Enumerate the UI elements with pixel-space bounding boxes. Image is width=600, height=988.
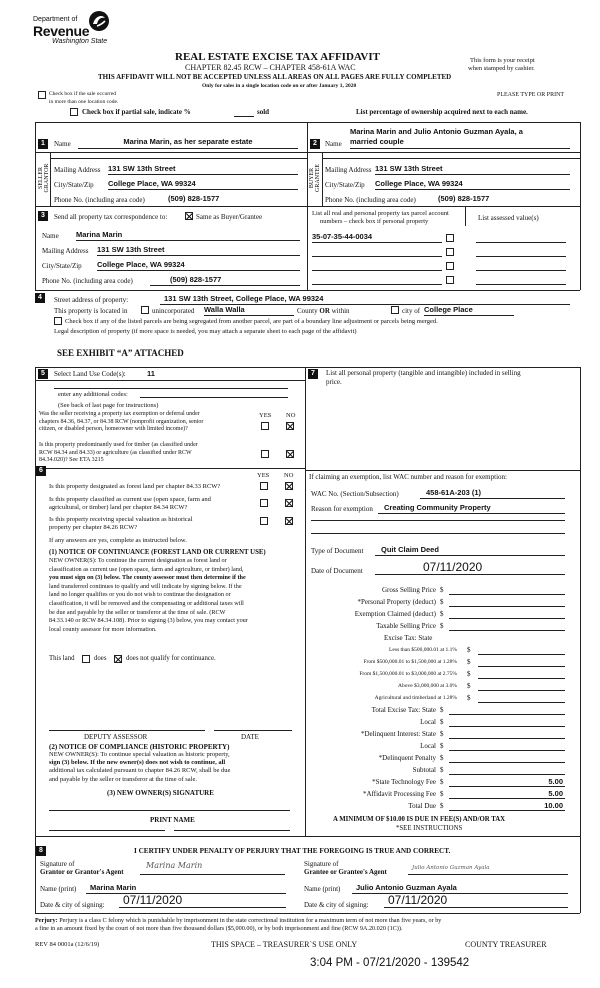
s3-parcel-header-1: List all real and personal property tax parcel account [312, 210, 449, 217]
county-treasurer-label: COUNTY TREASURER [465, 940, 547, 949]
calc-personal-label: *Personal Property (deduct) [357, 598, 436, 606]
s6-compliance-text: NEW OWNER(S): To continue special valuation as historic property, sign (3) below. If the new owner(s) does not wish to continue, all additional tax calculated pursuant to chapter 84.26 RCW, shall be due and payable by the seller or transferor at the time of sale. [49, 751, 231, 783]
calc-total-state-field[interactable] [449, 714, 565, 715]
s6-does-label: does [94, 655, 107, 662]
s6-date-line[interactable] [214, 730, 292, 731]
s3-parcel-4[interactable] [312, 284, 442, 285]
partial-sale-sold: sold [257, 108, 270, 116]
s5-additional-codes[interactable] [140, 397, 288, 398]
s6-no-header: NO [284, 472, 294, 479]
s4-city[interactable]: College Place [424, 305, 514, 316]
s3-parcel-3[interactable] [312, 270, 442, 271]
calc-total-dollar: $ [440, 802, 444, 810]
calc-penalty-field[interactable] [449, 762, 565, 763]
s2-name-label: Name [325, 140, 342, 148]
s6-new-owner-signature-line[interactable] [49, 810, 290, 811]
s4-street-label: Street address of property: [54, 296, 129, 304]
calc-gross-label: Gross Selling Price [381, 586, 436, 594]
ownership-percent-note: List percentage of ownership acquired next to each name. [356, 108, 528, 116]
calc-tier-5-label: Agricultural and timberland at 1.28% [374, 695, 457, 701]
s1-side-label: SELLER GRANTOR [38, 163, 50, 193]
s1-city-label: City/State/Zip [54, 181, 94, 189]
s6-if-any: If any answers are yes, complete as instructed below. [49, 537, 187, 544]
calc-penalty-dollar: $ [440, 754, 444, 762]
calc-tech-label: *State Technology Fee [372, 778, 436, 786]
s6-does-not-label: does not qualify for continuance. [126, 655, 216, 662]
calc-total-state-label: Total Excise Tax: State [371, 706, 436, 714]
calc-delinq-state-dollar: $ [440, 730, 444, 738]
s5-land-use-code[interactable]: 11 [147, 369, 155, 378]
form-chapter: CHAPTER 82.45 RCW – CHAPTER 458-61A WAC [185, 63, 356, 72]
calc-local-field[interactable] [449, 726, 565, 727]
calc-total-label: Total Due [408, 802, 436, 810]
s8-grantee-signature[interactable]: Julio Antonio Guzman Ayala [408, 863, 568, 875]
logo-state: Washington State [52, 38, 108, 45]
s5-see-instructions: (See back of last page for instructions) [58, 402, 159, 409]
s2-buyer-name-1[interactable]: Marina Marin and Julio Antonio Guzman Ayala, a [350, 127, 523, 136]
s3-city-label: City/State/Zip [42, 262, 82, 270]
calc-tier-4-dollar: $ [467, 682, 471, 690]
calc-tier-5-field[interactable] [478, 702, 565, 703]
calc-taxable-label: Taxable Selling Price [376, 622, 436, 630]
s3-parcel-3-personal-checkbox[interactable] [446, 262, 454, 270]
calc-total-field[interactable]: 10.00 [449, 801, 565, 811]
s3-parcel-4-personal-checkbox[interactable] [446, 276, 454, 284]
s5-enter-codes-label: enter any additional codes: [58, 391, 128, 398]
s3-parcel-1-personal-checkbox[interactable] [446, 234, 454, 242]
receipt-note-2: when stamped by cashier. [468, 65, 535, 72]
form-title: REAL ESTATE EXCISE TAX AFFIDAVIT [175, 51, 380, 63]
s7-type-label: Type of Document [311, 547, 364, 555]
multi-location-label-1: Check box if the sale occurred [49, 91, 117, 97]
s7-date-label: Date of Document [311, 567, 363, 575]
s6-q2: Is this property classified as current use (open space, farm and agricultural, or timber) land per chapter 84.34 RCW? [49, 496, 211, 511]
s1-city-state-zip[interactable]: College Place, WA 99324 [108, 179, 298, 190]
partial-sale-percent-field[interactable] [234, 116, 254, 117]
s8-certify: I CERTIFY UNDER PENALTY OF PERJURY THAT THE FOREGOING IS TRUE AND CORRECT. [134, 847, 451, 855]
s8-grantee-sig-label: Signature of Grantee or Grantee's Agent [304, 860, 387, 876]
form-revision: REV 84 0001a (12/6/19) [35, 941, 100, 948]
s7-wac-number[interactable]: 458-61A-203 (1) [420, 488, 565, 499]
s4-county-label: County OR within [297, 307, 350, 315]
form-warning: THIS AFFIDAVIT WILL NOT BE ACCEPTED UNLESS ALL AREAS ON ALL PAGES ARE FULLY COMPLETED [98, 73, 452, 81]
partial-sale-label: Check box if partial sale, indicate % [82, 108, 191, 116]
section-8-number: 8 [36, 846, 46, 856]
s3-parcel-header-2: numbers – check box if personal property [320, 218, 429, 225]
s5-land-use-label: Select Land Use Code(s): [54, 370, 126, 378]
calc-taxable-dollar: $ [440, 622, 444, 630]
recording-stamp: 3:04 PM - 07/21/2020 - 139542 [310, 957, 470, 969]
s6-date-label: DATE [241, 733, 259, 741]
s6-does-not-checkbox[interactable] [114, 655, 122, 663]
s6-print-name-line-1[interactable] [49, 830, 165, 831]
s5-q2-yes-checkbox[interactable] [261, 450, 269, 458]
s7-reason-line-2[interactable] [311, 520, 565, 521]
calc-tech-field[interactable]: 5.00 [449, 777, 565, 787]
s8-grantor-sig-label: Signature of Grantor or Grantor's Agent [40, 860, 124, 876]
calc-subtotal-label: Subtotal [412, 766, 436, 774]
calc-total-state-dollar: $ [440, 706, 444, 714]
calc-exemption-label: Exemption Claimed (deduct) [354, 610, 436, 618]
s5-no-header: NO [286, 412, 296, 419]
s5-q2-no-checkbox[interactable] [286, 450, 294, 458]
s7-document-type[interactable]: Quit Claim Deed [375, 545, 565, 556]
s6-this-land: This land [49, 655, 75, 662]
calc-tier-1-dollar: $ [467, 646, 471, 654]
section-2-number: 2 [310, 139, 320, 149]
s3-send-label: Send all property tax correspondence to: [54, 213, 168, 221]
s4-located-label: This property is located in [54, 307, 128, 315]
s5-q1-yes-checkbox[interactable] [261, 422, 269, 430]
s6-print-name-label: PRINT NAME [150, 816, 195, 824]
s2-city-label: City/State/Zip [325, 181, 365, 189]
calc-gross-field[interactable] [449, 594, 565, 595]
calc-subtotal-dollar: $ [440, 766, 444, 774]
s8-grantor-name-label: Name (print) [40, 885, 77, 893]
s4-county[interactable]: Walla Walla [204, 305, 294, 316]
s1-seller-name[interactable]: Marina Marin, as her separate estate [78, 137, 298, 149]
multi-location-label-2: in more than one location code. [49, 99, 119, 105]
s4-street-address[interactable]: 131 SW 13th Street, College Place, WA 99324 [160, 294, 570, 305]
s7-reason-line-3[interactable] [311, 533, 565, 534]
section-6-number: 6 [36, 466, 46, 476]
s6-q1: Is this property designated as forest land per chapter 84.33 RCW? [49, 483, 221, 490]
s4-city-checkbox[interactable] [391, 306, 399, 314]
calc-tier-2-field[interactable] [478, 666, 565, 667]
calc-delinq-state-field[interactable] [449, 738, 565, 739]
s6-q3-yes-checkbox[interactable] [260, 517, 268, 525]
s6-q2-yes-checkbox[interactable] [260, 499, 268, 507]
s7-claim-label: If claiming an exemption, list WAC number and reason for exemption: [309, 473, 507, 481]
logo-dept: Department of [33, 16, 78, 23]
s1-mailing-address[interactable]: 131 SW 13th Street [108, 164, 298, 175]
s5-q1-no-checkbox[interactable] [286, 422, 294, 430]
multi-location-checkbox[interactable] [38, 91, 46, 99]
s3-parcel-2[interactable] [312, 256, 442, 257]
section-5-number: 5 [38, 369, 48, 379]
s3-assessed-header: List assessed value(s) [478, 214, 539, 222]
s8-grantor-date-label: Date & city of signing: [40, 901, 105, 909]
s1-phone-label: Phone No. (including area code) [54, 196, 145, 204]
s7-wac-label: WAC No. (Section/Subsection) [311, 490, 399, 498]
calc-excise-label: Excise Tax: State [384, 634, 433, 642]
s5-yes-header: YES [259, 412, 272, 419]
s1-phone[interactable]: (509) 828-1577 [168, 194, 220, 203]
s5-land-use-line[interactable] [54, 388, 288, 389]
s4-segregated-checkbox[interactable] [54, 317, 62, 325]
calc-personal-dollar: $ [440, 598, 444, 606]
calc-tier-4-label: Above $3,000,000 at 3.0% [398, 683, 457, 689]
s3-mail-label: Mailing Address [42, 247, 89, 255]
calc-tier-2-label: From $500,000.01 to $1,500,000 at 1.28% [363, 659, 457, 665]
s2-side-label: BUYER GRANTEE [309, 164, 321, 192]
partial-sale-checkbox[interactable] [70, 108, 78, 116]
s4-unincorporated-label: unincorporated [152, 307, 195, 315]
s3-phone[interactable]: (509) 828-1577 [150, 275, 300, 286]
s2-phone[interactable]: (509) 828-1577 [438, 194, 490, 203]
calc-aff-dollar: $ [440, 790, 444, 798]
dor-swirl-icon [88, 10, 110, 32]
calc-delinq-local-dollar: $ [440, 742, 444, 750]
s3-name-label: Name [42, 232, 59, 240]
calc-subtotal-field[interactable] [449, 774, 565, 775]
calc-exemption-dollar: $ [440, 610, 444, 618]
calc-delinq-state-label: *Delinquent Interest: State [360, 730, 436, 738]
calc-tier-3-label: From $1,500,000.01 to $3,000,000 at 2.75% [359, 671, 457, 677]
s3-city-state-zip[interactable]: College Place, WA 99324 [97, 260, 300, 271]
s6-yes-header: YES [257, 472, 270, 479]
s6-q1-no-checkbox[interactable] [285, 482, 293, 490]
s6-q3-no-checkbox[interactable] [285, 517, 293, 525]
s3-assessed-1[interactable] [476, 242, 566, 243]
s3-name[interactable]: Marina Marin [76, 230, 300, 241]
calc-gross-dollar: $ [440, 586, 444, 594]
s8-grantee-date[interactable]: 07/11/2020 [384, 893, 568, 908]
s8-grantee-date-label: Date & city of signing: [304, 901, 369, 909]
type-or-print: PLEASE TYPE OR PRINT [497, 92, 565, 98]
calc-tier-1-label: Less than $500,000.01 at 1.1% [389, 647, 457, 653]
s3-same-checkbox[interactable] [185, 212, 193, 220]
calc-tech-dollar: $ [440, 778, 444, 786]
s6-does-checkbox[interactable] [82, 655, 90, 663]
s6-deputy-assessor-line[interactable] [49, 730, 205, 731]
s6-new-owner-signature-label: (3) NEW OWNER(S) SIGNATURE [107, 789, 214, 797]
s4-city-of-label: city of [402, 307, 421, 315]
s7-reason[interactable]: Creating Community Property [378, 503, 565, 514]
calc-tier-1-field[interactable] [478, 654, 565, 655]
s2-mail-label: Mailing Address [325, 166, 372, 174]
calc-tier-3-dollar: $ [467, 670, 471, 678]
s6-q1-yes-checkbox[interactable] [260, 482, 268, 490]
calc-penalty-label: *Delinquent Penalty [378, 754, 436, 762]
s6-deputy-assessor-label: DEPUTY ASSESSOR [84, 733, 148, 741]
calc-delinq-local-field[interactable] [449, 750, 565, 751]
s1-name-label: Name [54, 140, 71, 148]
s6-continuance-text: NEW OWNER(S): To continue the current designation as forest land or classification as current use (open space, farm and agriculture, or timber) land, you must sign on (3) below. The county assessor must then determine if the land transferred continues to qualify and will indicate by signing below. If the land no longer qualifies or you do not wish to continue the designation or classification, it will be removed and the compensating or additional taxes will be due and payable by the seller or transferor at the time of sale. (RCW 84.33.140 or RCW 84.34.108). Prior to signing (3) below, you may contact your local county assessor for more information. [49, 557, 248, 633]
section-1-number: 1 [38, 139, 48, 149]
s3-assessed-2[interactable] [476, 256, 566, 257]
s8-grantor-signature[interactable]: Marina Marin [140, 861, 285, 875]
s3-assessed-3[interactable] [476, 270, 566, 271]
section-7-number: 7 [308, 369, 318, 379]
s7-document-date[interactable]: 07/11/2020 [375, 560, 565, 575]
s3-same-label: Same as Buyer/Grantee [196, 213, 263, 221]
calc-personal-field[interactable] [449, 606, 565, 607]
calc-minimum-note: A MINIMUM OF $10.00 IS DUE IN FEE(S) AND/OR TAX [333, 816, 506, 823]
s8-grantor-date[interactable]: 07/11/2020 [119, 893, 286, 908]
s5-q1: Was the seller receiving a property tax exemption or deferral under chapters 84.36, 84.37, or 84.38 RCW (nonprofit organization, senior citizen, or disabled person, homeowner with limited income)? [39, 411, 204, 433]
calc-see-instructions: *SEE INSTRUCTIONS [396, 825, 463, 832]
s6-q2-no-checkbox[interactable] [285, 499, 293, 507]
receipt-note-1: This form is your receipt [470, 57, 535, 64]
s7-reason-label: Reason for exemption [311, 505, 373, 513]
s8-grantee-name[interactable]: Julio Antonio Guzman Ayala [352, 883, 568, 894]
calc-aff-label: *Affidavit Processing Fee [363, 790, 436, 798]
section-3-number: 3 [38, 211, 48, 221]
s2-phone-label: Phone No. (including area code) [325, 196, 416, 204]
calc-exemption-field[interactable] [449, 618, 565, 619]
s4-unincorporated-checkbox[interactable] [141, 306, 149, 314]
s3-mailing-address[interactable]: 131 SW 13th Street [97, 245, 300, 256]
s3-phone-label: Phone No. (including area code) [42, 277, 133, 285]
s2-buyer-name-2[interactable]: married couple [350, 137, 570, 149]
section-4-number: 4 [35, 293, 45, 303]
calc-local-label: Local [420, 718, 436, 726]
s6-print-name-line-2[interactable] [174, 830, 290, 831]
s6-compliance-title: (2) NOTICE OF COMPLIANCE (HISTORIC PROPERTY) [49, 743, 230, 751]
calc-taxable-field[interactable] [449, 630, 565, 631]
s5-q2: Is this property predominantly used for timber (as classified under RCW 84.34 and 84.33) or agriculture (as classified under RCW 84.34.020)? See ETA 3215 [39, 442, 198, 464]
form-single-location: Only for sales in a single location code on or after January 1, 2020 [202, 83, 357, 89]
s6-q3: Is this property receiving special valuation as historical property per chapter 84.26 RCW? [49, 516, 193, 531]
calc-tier-4-field[interactable] [478, 690, 565, 691]
calc-delinq-local-label: Local [420, 742, 436, 750]
s3-assessed-4[interactable] [476, 284, 566, 285]
s4-legal-description[interactable]: SEE EXHIBIT “A” ATTACHED [57, 348, 184, 358]
s4-segregated-label: Check box if any of the listed parcels are being segregated from another parcel, are part of a boundary line adjustment or parcels being merged. [65, 318, 438, 325]
calc-tier-5-dollar: $ [467, 694, 471, 702]
s1-mail-label: Mailing Address [54, 166, 101, 174]
s8-grantor-name[interactable]: Marina Marin [86, 883, 286, 894]
s2-mailing-address[interactable]: 131 SW 13th Street [375, 164, 570, 175]
s6-continuance-title: (1) NOTICE OF CONTINUANCE (FOREST LAND OR CURRENT USE) [49, 549, 266, 556]
logo-revenue: Revenue [33, 23, 90, 39]
perjury-notice: Perjury: Perjury is a class C felony which is punishable by imprisonment in the state correctional institution for a maximum term of not more than five years, or by a fine in an amount fixed by the court of not more than five thousand dollars ($5,000.00), or by both imprisonment and fine (RCW 9A.20.020 (1C)). [35, 917, 442, 932]
calc-aff-field[interactable]: 5.00 [449, 789, 565, 799]
s3-parcel-2-personal-checkbox[interactable] [446, 248, 454, 256]
treasurer-space-label: THIS SPACE – TREASURER`S USE ONLY [211, 940, 358, 949]
s8-grantee-name-label: Name (print) [304, 885, 341, 893]
s4-legal-label: Legal description of property (if more space is needed, you may attach a separate sheet to each page of the affidavit) [54, 328, 357, 335]
calc-local-dollar: $ [440, 718, 444, 726]
s7-personal-list: List all personal property (tangible and intangible) included in selling price. [326, 369, 521, 386]
s3-parcel-1[interactable]: 35-07-35-44-0034 [312, 232, 442, 243]
calc-tier-3-field[interactable] [478, 678, 565, 679]
s2-city-state-zip[interactable]: College Place, WA 99324 [375, 179, 570, 190]
calc-tier-2-dollar: $ [467, 658, 471, 666]
